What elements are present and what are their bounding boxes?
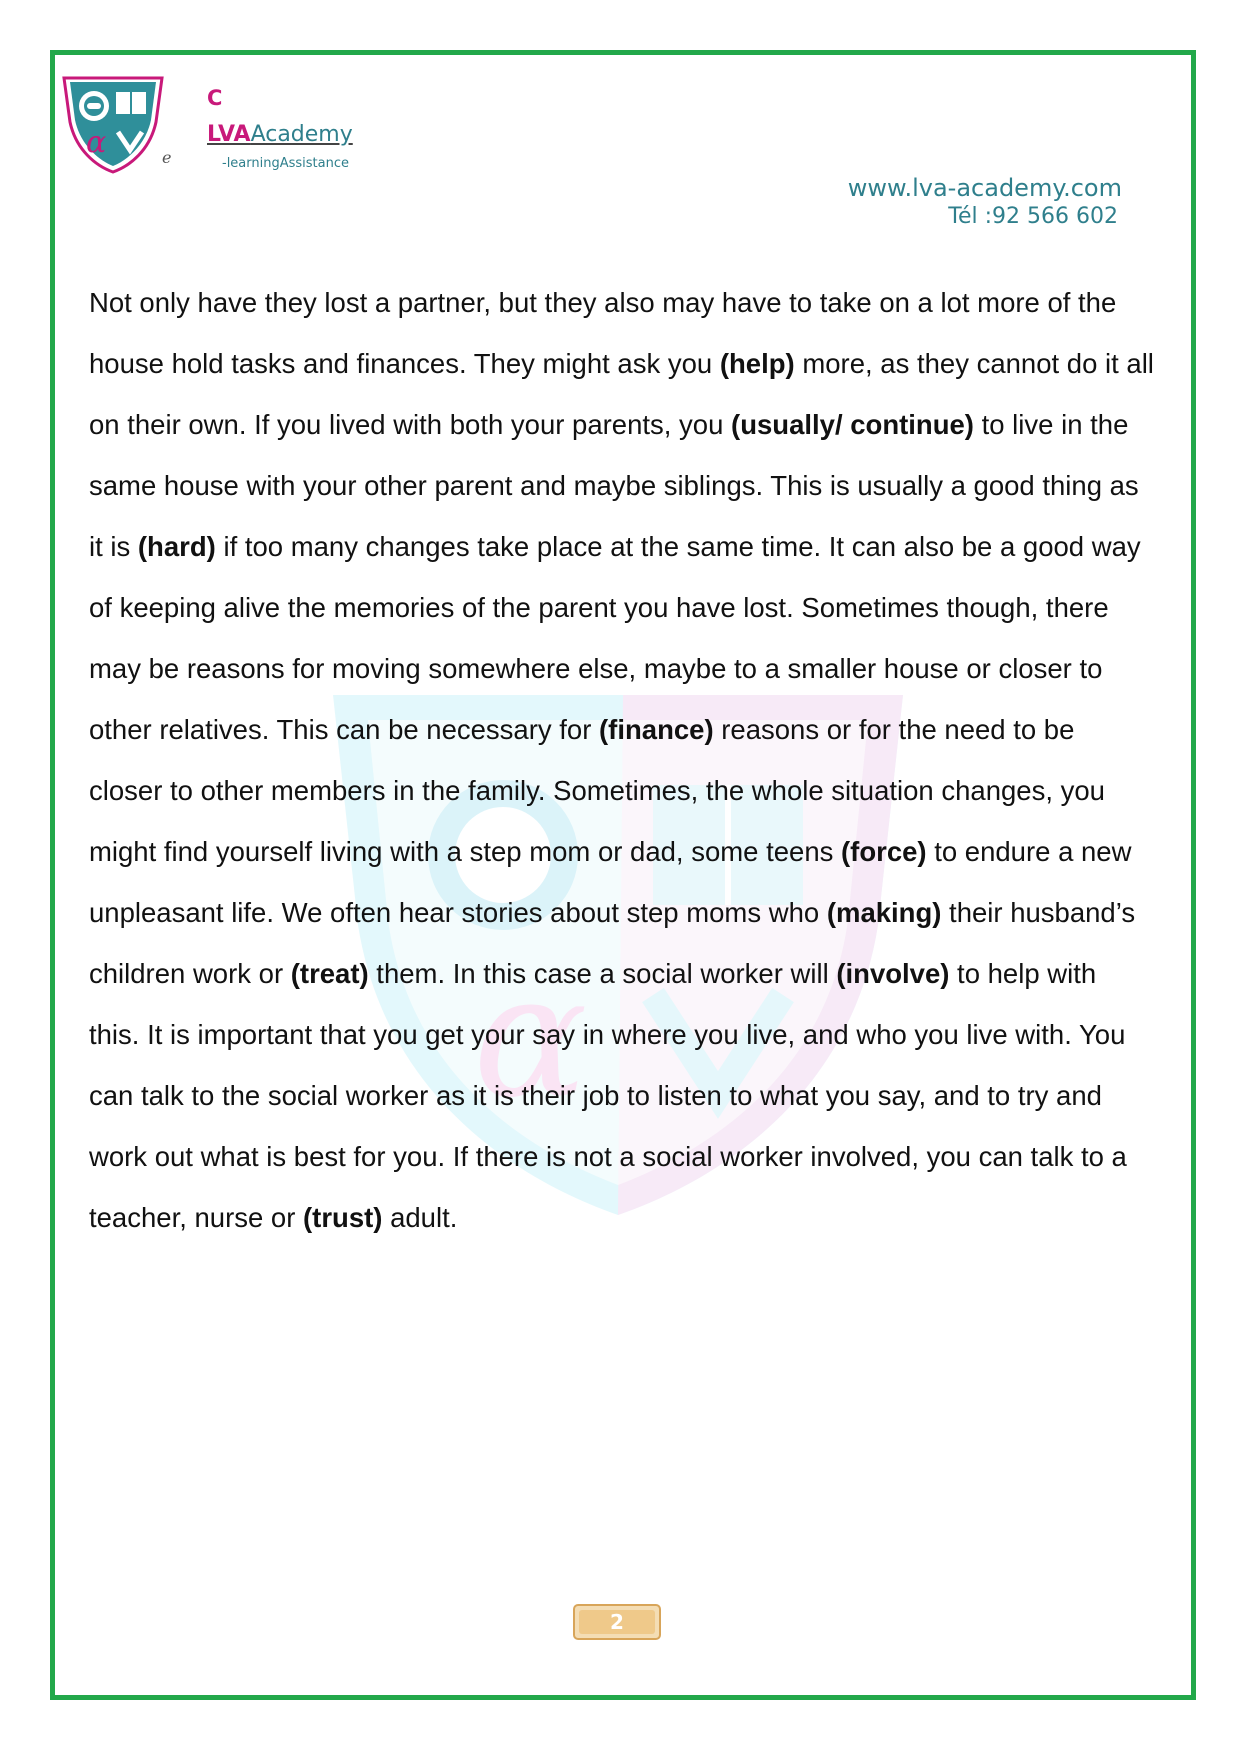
website-url: www.lva-academy.com bbox=[847, 174, 1122, 202]
page-number: 2 bbox=[579, 1610, 655, 1634]
blank-verb-cue: (treat) bbox=[290, 958, 369, 989]
blank-verb-cue: (help) bbox=[719, 348, 795, 379]
blank-verb-cue: (trust) bbox=[303, 1202, 383, 1233]
brand-letter: C bbox=[207, 86, 223, 110]
body-text-segment: reasons or for the need to be closer to other members in the family. Sometimes, the whole situation changes, you might find yourself living with a step mom or dad, some teens bbox=[89, 714, 1105, 867]
body-text-segment: more, as they cannot do it all on their own. If you lived with both your parents, you bbox=[89, 348, 1154, 440]
svg-text:α: α bbox=[473, 938, 588, 1136]
blank-verb-cue: (making) bbox=[826, 897, 942, 928]
blank-verb-cue: (hard) bbox=[137, 531, 216, 562]
blank-verb-cue: (involve) bbox=[836, 958, 950, 989]
lva-logo-icon bbox=[58, 74, 168, 174]
brand-tagline: -learningAssistance bbox=[222, 156, 349, 171]
brand-lva: LVA bbox=[207, 122, 251, 147]
body-text-segment: their husband’s children work or bbox=[89, 897, 1136, 989]
svg-text:α: α bbox=[86, 125, 107, 160]
body-text-segment: to help with this. It is important that you get your say in where you live, and who you live with. You can talk to the social worker as it is their job to listen to what you say, and to try and work out what is best for you. If there is not a social worker involved, you can talk to a teacher, nurse or bbox=[89, 958, 1127, 1233]
brand-academy: Academy bbox=[250, 122, 353, 147]
page-number-badge bbox=[573, 1604, 661, 1640]
body-paragraph bbox=[89, 272, 1154, 1248]
brand-name bbox=[207, 122, 353, 147]
body-text-segment: adult. bbox=[382, 1202, 458, 1233]
blank-verb-cue: (usually/ continue) bbox=[731, 409, 974, 440]
logo-e-mark: e bbox=[162, 148, 172, 167]
body-text-segment: Not only have they lost a partner, but they also may have to take on a lot more of the house hold tasks and finances. They might ask you bbox=[89, 287, 1117, 379]
blank-verb-cue: (finance) bbox=[599, 714, 714, 745]
body-text-segment: if too many changes take place at the same time. It can also be a good way of keeping alive the memories of the parent you have lost. Sometimes though, there may be reasons for moving somewhere else, maybe to a smaller house or closer to other relatives. This can be necessary for bbox=[89, 531, 1141, 745]
body-text-segment: them. In this case a social worker will bbox=[368, 958, 837, 989]
body-text-segment: to live in the same house with your other parent and maybe siblings. This is usually a good thing as it is bbox=[89, 409, 1139, 562]
phone-number: Tél :92 566 602 bbox=[948, 204, 1118, 229]
blank-verb-cue: (force) bbox=[841, 836, 927, 867]
body-text-segment: to endure a new unpleasant life. We often hear stories about step moms who bbox=[89, 836, 1132, 928]
